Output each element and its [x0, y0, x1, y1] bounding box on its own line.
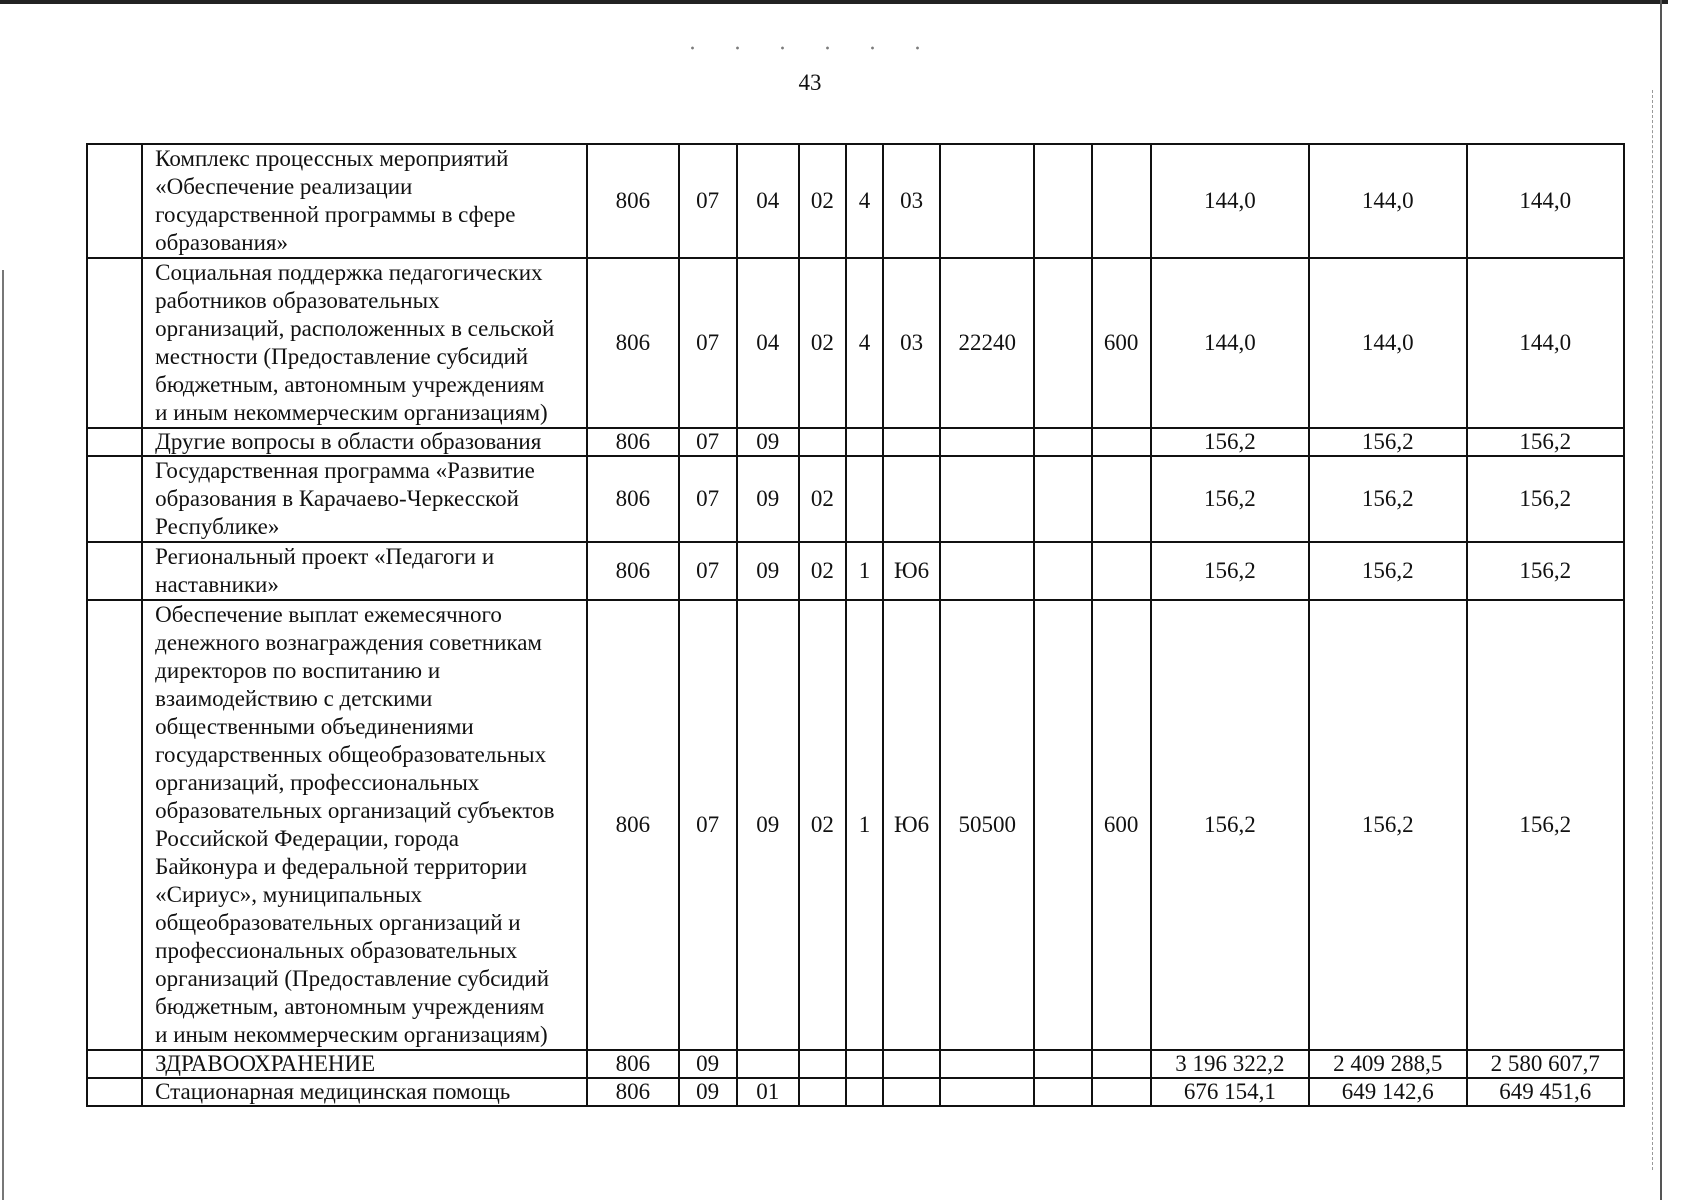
cell-direction: 50500	[940, 600, 1034, 1050]
cell-structure: Ю6	[883, 542, 940, 600]
cell-structure	[883, 1078, 940, 1106]
top-border-line	[0, 0, 1668, 4]
cell-amount-year2: 156,2	[1309, 542, 1466, 600]
cell-amount-year3: 156,2	[1467, 428, 1625, 456]
cell-amount-year2: 156,2	[1309, 600, 1466, 1050]
cell-structure	[883, 456, 940, 542]
description-line: Государственная программа «Развитие	[155, 458, 535, 483]
description-line: и иным некоммерческим организациям)	[155, 400, 548, 425]
cell-subsection: 09	[737, 542, 799, 600]
cell-amount-year1: 144,0	[1151, 144, 1309, 258]
cell-subsection: 04	[737, 258, 799, 428]
page-number: 43	[798, 70, 822, 95]
cell-amount-year2: 2 409 288,5	[1309, 1050, 1466, 1078]
cell-subsection: 01	[737, 1078, 799, 1106]
cell-amount-year2: 649 142,6	[1309, 1078, 1466, 1106]
description-line: общеобразовательных организаций и	[155, 910, 521, 935]
description-line: «Обеспечение реализации	[155, 174, 413, 199]
cell-amount-year3: 144,0	[1467, 144, 1625, 258]
description-line: образования»	[155, 230, 288, 255]
cell-ved: 806	[587, 1078, 678, 1106]
cell-program-type: 1	[846, 542, 883, 600]
cell-program: 02	[799, 542, 846, 600]
cell-program-type: 4	[846, 144, 883, 258]
cell-program: 02	[799, 456, 846, 542]
cell-direction	[940, 456, 1034, 542]
description-line: организаций, расположенных в сельской	[155, 316, 555, 341]
cell-amount-year3: 144,0	[1467, 258, 1625, 428]
cell-structure: 03	[883, 258, 940, 428]
cell-direction	[940, 1050, 1034, 1078]
table-body	[87, 144, 1624, 1106]
cell-amount-year3: 156,2	[1467, 542, 1625, 600]
description-line: бюджетным, автономным учреждениям	[155, 372, 545, 397]
cell-program	[799, 428, 846, 456]
cell-expense-type	[1092, 1078, 1151, 1106]
cell-expense-type: 600	[1092, 258, 1151, 428]
table-row	[87, 258, 1624, 428]
description-line: профессиональных образовательных	[155, 938, 518, 963]
cell-amount-year3: 2 580 607,7	[1467, 1050, 1625, 1078]
cell-extra	[1034, 1078, 1091, 1106]
table-row	[87, 456, 1624, 542]
cell-index	[87, 1078, 142, 1106]
description-line: ЗДРАВООХРАНЕНИЕ	[155, 1051, 376, 1076]
cell-expense-type	[1092, 1050, 1151, 1078]
description-line: наставники»	[155, 572, 279, 597]
cell-extra	[1034, 456, 1091, 542]
table-row	[87, 1050, 1624, 1078]
cell-section: 07	[679, 258, 737, 428]
cell-description	[142, 1078, 587, 1106]
cell-ved: 806	[587, 456, 678, 542]
cell-ved: 806	[587, 542, 678, 600]
cell-index	[87, 144, 142, 258]
cell-index	[87, 542, 142, 600]
cell-amount-year3: 156,2	[1467, 456, 1625, 542]
cell-direction: 22240	[940, 258, 1034, 428]
cell-expense-type	[1092, 428, 1151, 456]
cell-amount-year2: 144,0	[1309, 258, 1466, 428]
description-line: работников образовательных	[155, 288, 440, 313]
cell-extra	[1034, 600, 1091, 1050]
table-row	[87, 144, 1624, 258]
description-line: государственных общеобразовательных	[155, 742, 547, 767]
cell-amount-year3: 156,2	[1467, 600, 1625, 1050]
scan-right-edge	[1660, 0, 1662, 1200]
description-line: бюджетным, автономным учреждениям	[155, 994, 545, 1019]
description-line: Региональный проект «Педагоги и	[155, 544, 495, 569]
description-line: Социальная поддержка педагогических	[155, 260, 543, 285]
cell-expense-type: 600	[1092, 600, 1151, 1050]
cell-program: 02	[799, 258, 846, 428]
cell-amount-year1: 676 154,1	[1151, 1078, 1309, 1106]
cell-program-type	[846, 456, 883, 542]
cell-description	[142, 456, 587, 542]
cell-section: 07	[679, 428, 737, 456]
cell-program-type	[846, 1078, 883, 1106]
cell-subsection: 09	[737, 428, 799, 456]
cell-index	[87, 600, 142, 1050]
cell-extra	[1034, 542, 1091, 600]
cell-section: 07	[679, 456, 737, 542]
cell-ved: 806	[587, 428, 678, 456]
description-line: Стационарная медицинская помощь	[155, 1079, 511, 1104]
description-line: «Сириус», муниципальных	[155, 882, 423, 907]
description-line: Республике»	[155, 514, 280, 539]
cell-extra	[1034, 428, 1091, 456]
cell-subsection	[737, 1050, 799, 1078]
cell-section: 07	[679, 600, 737, 1050]
cell-direction	[940, 428, 1034, 456]
table-row	[87, 428, 1624, 456]
cell-ved: 806	[587, 600, 678, 1050]
cell-program-type	[846, 428, 883, 456]
cell-amount-year1: 156,2	[1151, 600, 1309, 1050]
description-line: организаций (Предоставление субсидий	[155, 966, 550, 991]
cell-amount-year1: 3 196 322,2	[1151, 1050, 1309, 1078]
description-line: организаций, профессиональных	[155, 770, 480, 795]
description-line: образования в Карачаево-Черкесской	[155, 486, 519, 511]
cell-direction	[940, 542, 1034, 600]
cell-expense-type	[1092, 144, 1151, 258]
cell-program: 02	[799, 144, 846, 258]
cell-program-type	[846, 1050, 883, 1078]
cell-ved: 806	[587, 258, 678, 428]
cell-program-type: 4	[846, 258, 883, 428]
cell-subsection: 09	[737, 456, 799, 542]
table-row	[87, 1078, 1624, 1106]
table-row	[87, 542, 1624, 600]
cell-description	[142, 144, 587, 258]
cell-description	[142, 600, 587, 1050]
cell-extra	[1034, 1050, 1091, 1078]
description-line: общественными объединениями	[155, 714, 474, 739]
cell-index	[87, 1050, 142, 1078]
cell-description	[142, 1050, 587, 1078]
cell-program	[799, 1050, 846, 1078]
cell-structure: Ю6	[883, 600, 940, 1050]
cell-expense-type	[1092, 456, 1151, 542]
description-line: и иным некоммерческим организациям)	[155, 1022, 548, 1047]
cell-direction	[940, 1078, 1034, 1106]
description-line: Другие вопросы в области образования	[155, 429, 542, 454]
description-line: Обеспечение выплат ежемесячного	[155, 602, 502, 627]
cell-section: 07	[679, 542, 737, 600]
scan-right-marks	[1652, 90, 1654, 1170]
description-line: взаимодействию с детскими	[155, 686, 433, 711]
cell-ved: 806	[587, 144, 678, 258]
description-line: образовательных организаций субъектов	[155, 798, 555, 823]
cell-subsection: 09	[737, 600, 799, 1050]
cell-program: 02	[799, 600, 846, 1050]
cell-amount-year1: 156,2	[1151, 542, 1309, 600]
cell-amount-year2: 156,2	[1309, 428, 1466, 456]
description-line: Комплекс процессных мероприятий	[155, 146, 509, 171]
description-line: государственной программы в сфере	[155, 202, 516, 227]
cell-program	[799, 1078, 846, 1106]
cell-structure	[883, 1050, 940, 1078]
table-row	[87, 600, 1624, 1050]
cell-direction	[940, 144, 1034, 258]
cell-ved: 806	[587, 1050, 678, 1078]
cell-amount-year1: 156,2	[1151, 456, 1309, 542]
cell-description	[142, 428, 587, 456]
cell-index	[87, 428, 142, 456]
budget-table	[86, 143, 1625, 1107]
cell-amount-year2: 156,2	[1309, 456, 1466, 542]
cell-amount-year3: 649 451,6	[1467, 1078, 1625, 1106]
description-line: директоров по воспитанию и	[155, 658, 441, 683]
description-line: денежного вознаграждения советникам	[155, 630, 542, 655]
description-line: Байконура и федеральной территории	[155, 854, 528, 879]
cell-structure	[883, 428, 940, 456]
cell-amount-year1: 156,2	[1151, 428, 1309, 456]
scan-dots	[670, 44, 930, 52]
cell-description	[142, 542, 587, 600]
cell-expense-type	[1092, 542, 1151, 600]
description-line: местности (Предоставление субсидий	[155, 344, 529, 369]
cell-extra	[1034, 144, 1091, 258]
cell-subsection: 04	[737, 144, 799, 258]
cell-index	[87, 258, 142, 428]
cell-program-type: 1	[846, 600, 883, 1050]
cell-section: 07	[679, 144, 737, 258]
scan-left-edge	[2, 270, 4, 1200]
cell-description	[142, 258, 587, 428]
cell-section: 09	[679, 1078, 737, 1106]
cell-section: 09	[679, 1050, 737, 1078]
cell-structure: 03	[883, 144, 940, 258]
cell-amount-year1: 144,0	[1151, 258, 1309, 428]
cell-extra	[1034, 258, 1091, 428]
description-line: Российской Федерации, города	[155, 826, 459, 851]
cell-index	[87, 456, 142, 542]
cell-amount-year2: 144,0	[1309, 144, 1466, 258]
